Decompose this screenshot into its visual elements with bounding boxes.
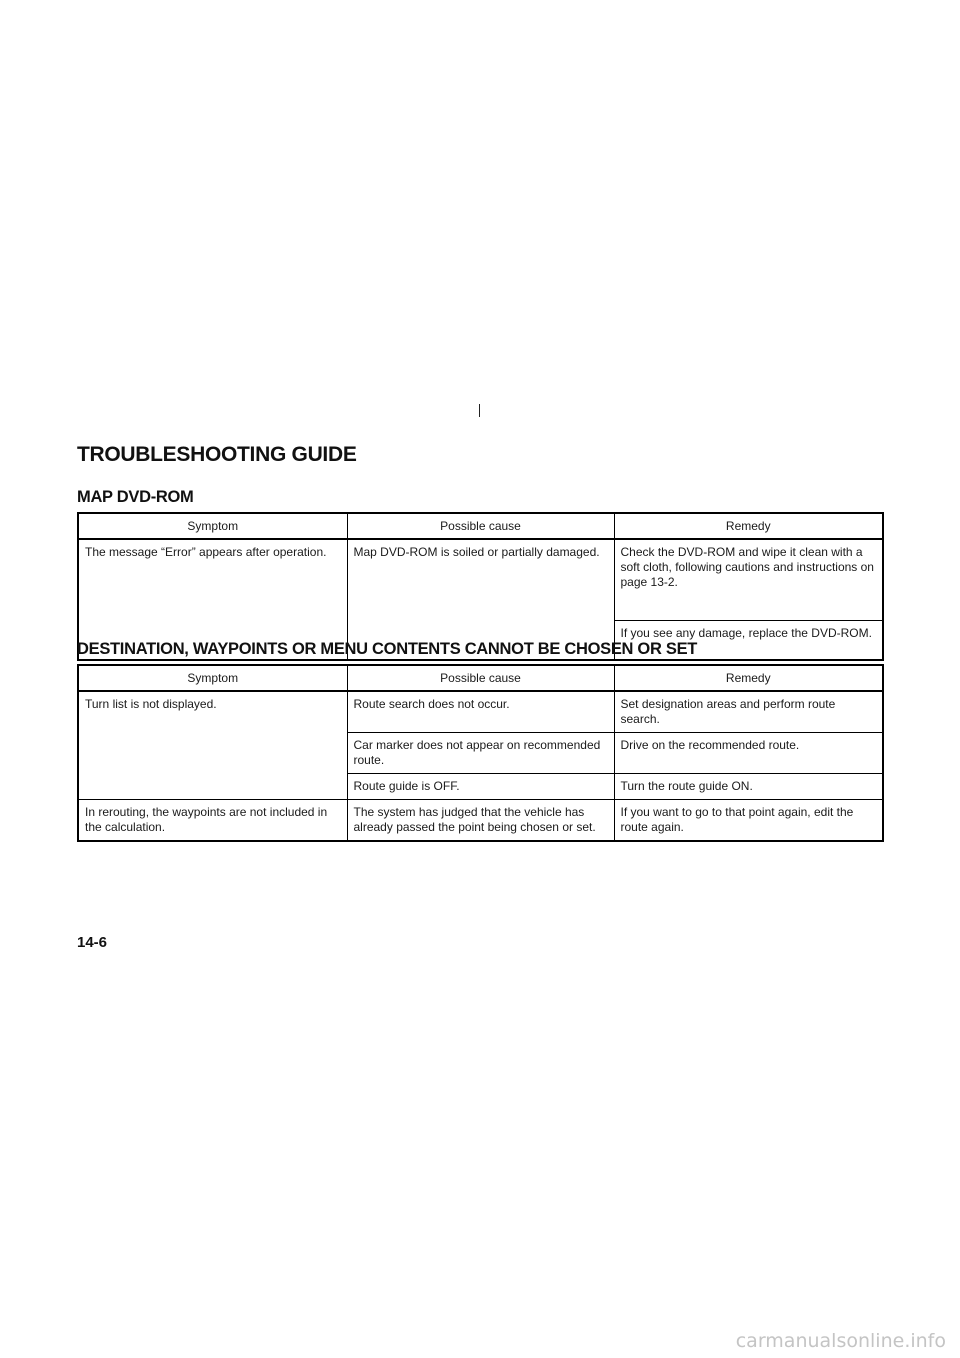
symptom-cell: Turn list is not displayed. [78, 691, 347, 800]
cause-cell: Car marker does not appear on recommended route. [347, 733, 614, 774]
section-title-map-dvd-rom: MAP DVD-ROM [77, 488, 194, 506]
symptom-cell: In rerouting, the waypoints are not included in the calculation. [78, 800, 347, 842]
column-header-symptom: Symptom [78, 513, 347, 539]
table-row [78, 539, 883, 620]
remedy-cell: If you see any damage, replace the DVD-ROM. [614, 620, 883, 660]
center-crop-mark [479, 404, 480, 417]
map-dvd-rom-table [77, 512, 884, 661]
remedy-cell: Set designation areas and perform route search. [614, 691, 883, 733]
table-row [78, 691, 883, 733]
column-header-remedy: Remedy [614, 513, 883, 539]
destination-waypoints-table [77, 664, 884, 842]
section-title-destination-waypoints: DESTINATION, WAYPOINTS OR MENU CONTENTS CANNOT BE CHOSEN OR SET [77, 640, 698, 658]
table-header-row [78, 513, 883, 539]
table-header-row [78, 665, 883, 691]
symptom-cell: The message “Error” appears after operation. [78, 539, 347, 660]
page-title: TROUBLESHOOTING GUIDE [77, 443, 357, 466]
remedy-cell: Turn the route guide ON. [614, 774, 883, 800]
cause-cell: The system has judged that the vehicle has already passed the point being chosen or set. [347, 800, 614, 842]
cause-cell: Route guide is OFF. [347, 774, 614, 800]
cause-cell: Route search does not occur. [347, 691, 614, 733]
table-row [78, 800, 883, 842]
watermark: carmanualsonline.info [735, 1330, 946, 1352]
remedy-cell: If you want to go to that point again, edit the route again. [614, 800, 883, 842]
cause-cell: Map DVD-ROM is soiled or partially damaged. [347, 539, 614, 660]
column-header-possible-cause: Possible cause [347, 513, 614, 539]
column-header-symptom: Symptom [78, 665, 347, 691]
column-header-possible-cause: Possible cause [347, 665, 614, 691]
page-number: 14-6 [77, 934, 108, 951]
remedy-cell: Check the DVD-ROM and wipe it clean with a soft cloth, following cautions and instructions on page 13-2. [614, 539, 883, 620]
column-header-remedy: Remedy [614, 665, 883, 691]
remedy-cell: Drive on the recommended route. [614, 733, 883, 774]
